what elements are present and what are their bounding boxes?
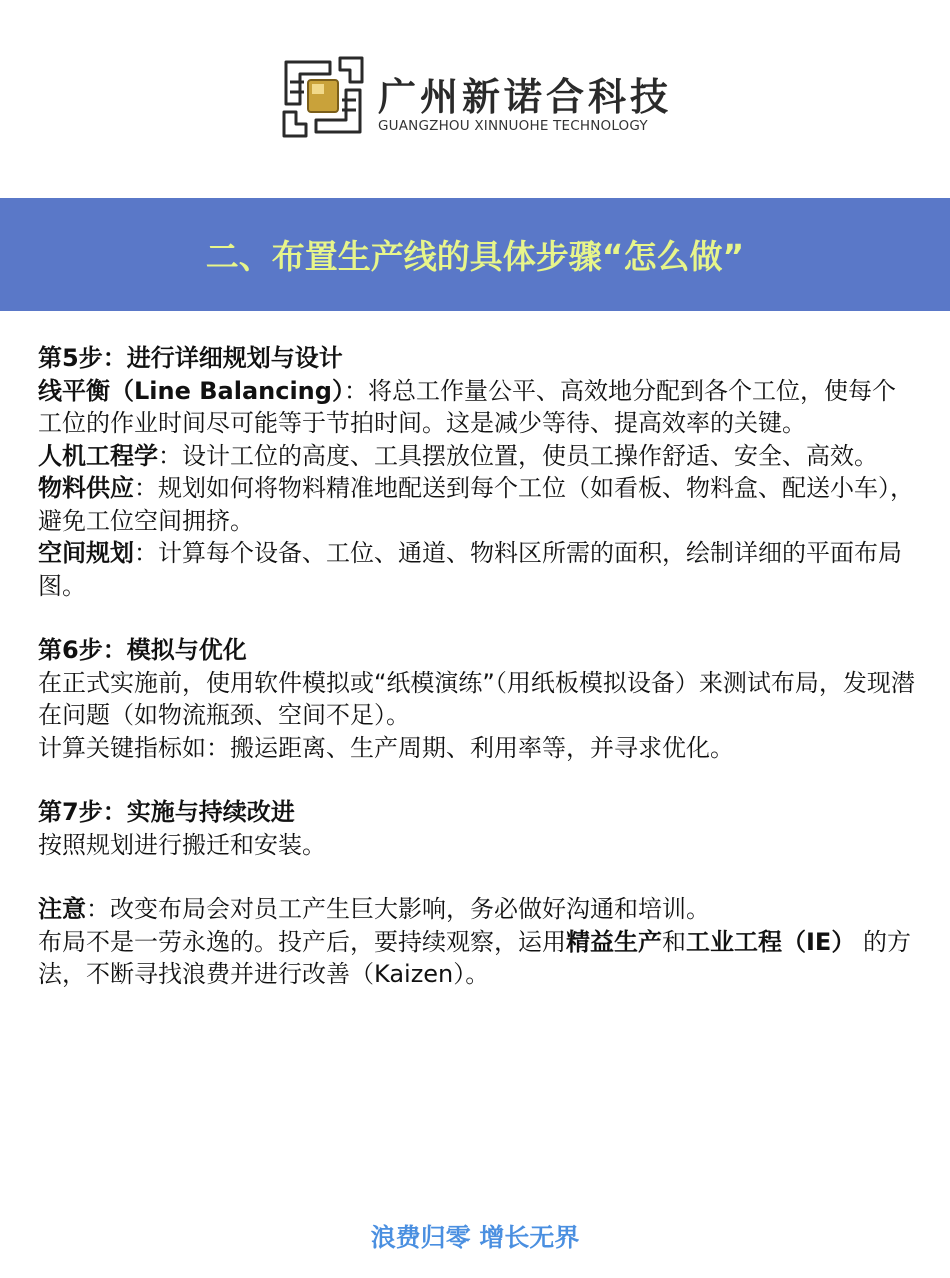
section-banner (0, 198, 950, 311)
step-7-title: 第7步：实施与持续改进 (38, 798, 295, 826)
interlocking-square-logo-icon (278, 52, 368, 142)
separator: ： (158, 441, 182, 470)
content-body (38, 342, 916, 991)
step-5-title: 第5步：进行详细规划与设计 (38, 344, 343, 372)
step-5-item-material-supply (38, 472, 916, 537)
term: 物料供应 (38, 474, 134, 502)
note-text: 布局不是一劳永逸的。投产后，要持续观察，运用 (38, 927, 566, 956)
step-6-title: 第6步：模拟与优化 (38, 636, 247, 664)
item-text: 将总工作量公平、高效地分配到各个工位，使每个工位的作业时间尽可能等于节拍时间。这是减少等待、提高效率的关键。 (38, 376, 896, 437)
note-term: 注意 (38, 895, 86, 923)
term: 线平衡（Line Balancing） (38, 376, 344, 405)
step-6-paragraph: 在正式实施前，使用软件模拟或“纸模演练”（用纸板模拟设备）来测试布局，发现潜在问题（如物流瓶颈、空间不足）。 (38, 668, 915, 729)
note-paragraph (38, 893, 916, 926)
footer-slogan: 浪费归零 增长无界 (370, 1223, 580, 1252)
separator: ： (343, 376, 368, 405)
term: 空间规划 (38, 539, 134, 567)
brand-name-cn: 广州新诺合科技 (378, 75, 673, 119)
lean-production-term: 精益生产 (566, 927, 662, 956)
header (0, 0, 950, 198)
item-text: 设计工位的高度、工具摆放位置，使员工操作舒适、安全、高效。 (182, 441, 878, 470)
term: 人机工程学 (38, 441, 158, 470)
brand-name-en: GUANGZHOU XINNUOHE TECHNOLOGY (378, 118, 648, 134)
separator: ： (86, 895, 110, 923)
step-6-paragraph: 计算关键指标如：搬运距离、生产周期、利用率等，并寻求优化。 (38, 733, 734, 762)
item-text: 规划如何将物料精准地配送到每个工位（如看板、物料盒、配送小车），避免工位空间拥挤。 (38, 474, 914, 535)
item-text: 计算每个设备、工位、通道、物料区所需的面积，绘制详细的平面布局图。 (38, 539, 902, 600)
spacer (38, 861, 916, 893)
note-text: 改变布局会对员工产生巨大影响，务必做好沟通和培训。 (110, 895, 710, 923)
step-5-item-line-balancing (38, 375, 916, 440)
step-7-paragraph: 按照规划进行搬迁和安装。 (38, 830, 326, 859)
industrial-engineering-term: 工业工程（IE） (686, 927, 856, 956)
step-5-item-space-planning (38, 537, 916, 602)
separator: ： (134, 539, 158, 567)
section-title: 二、布置生产线的具体步骤“怎么做” (205, 237, 745, 276)
note-continuous-improvement (38, 926, 916, 991)
separator: ： (134, 474, 158, 502)
spacer (38, 602, 916, 634)
note-text: 的方法，不断寻找浪费并进行改善（Kaizen）。 (38, 927, 911, 988)
step-5-item-ergonomics (38, 440, 916, 473)
spacer (38, 764, 916, 796)
note-text: 和 (662, 927, 686, 956)
